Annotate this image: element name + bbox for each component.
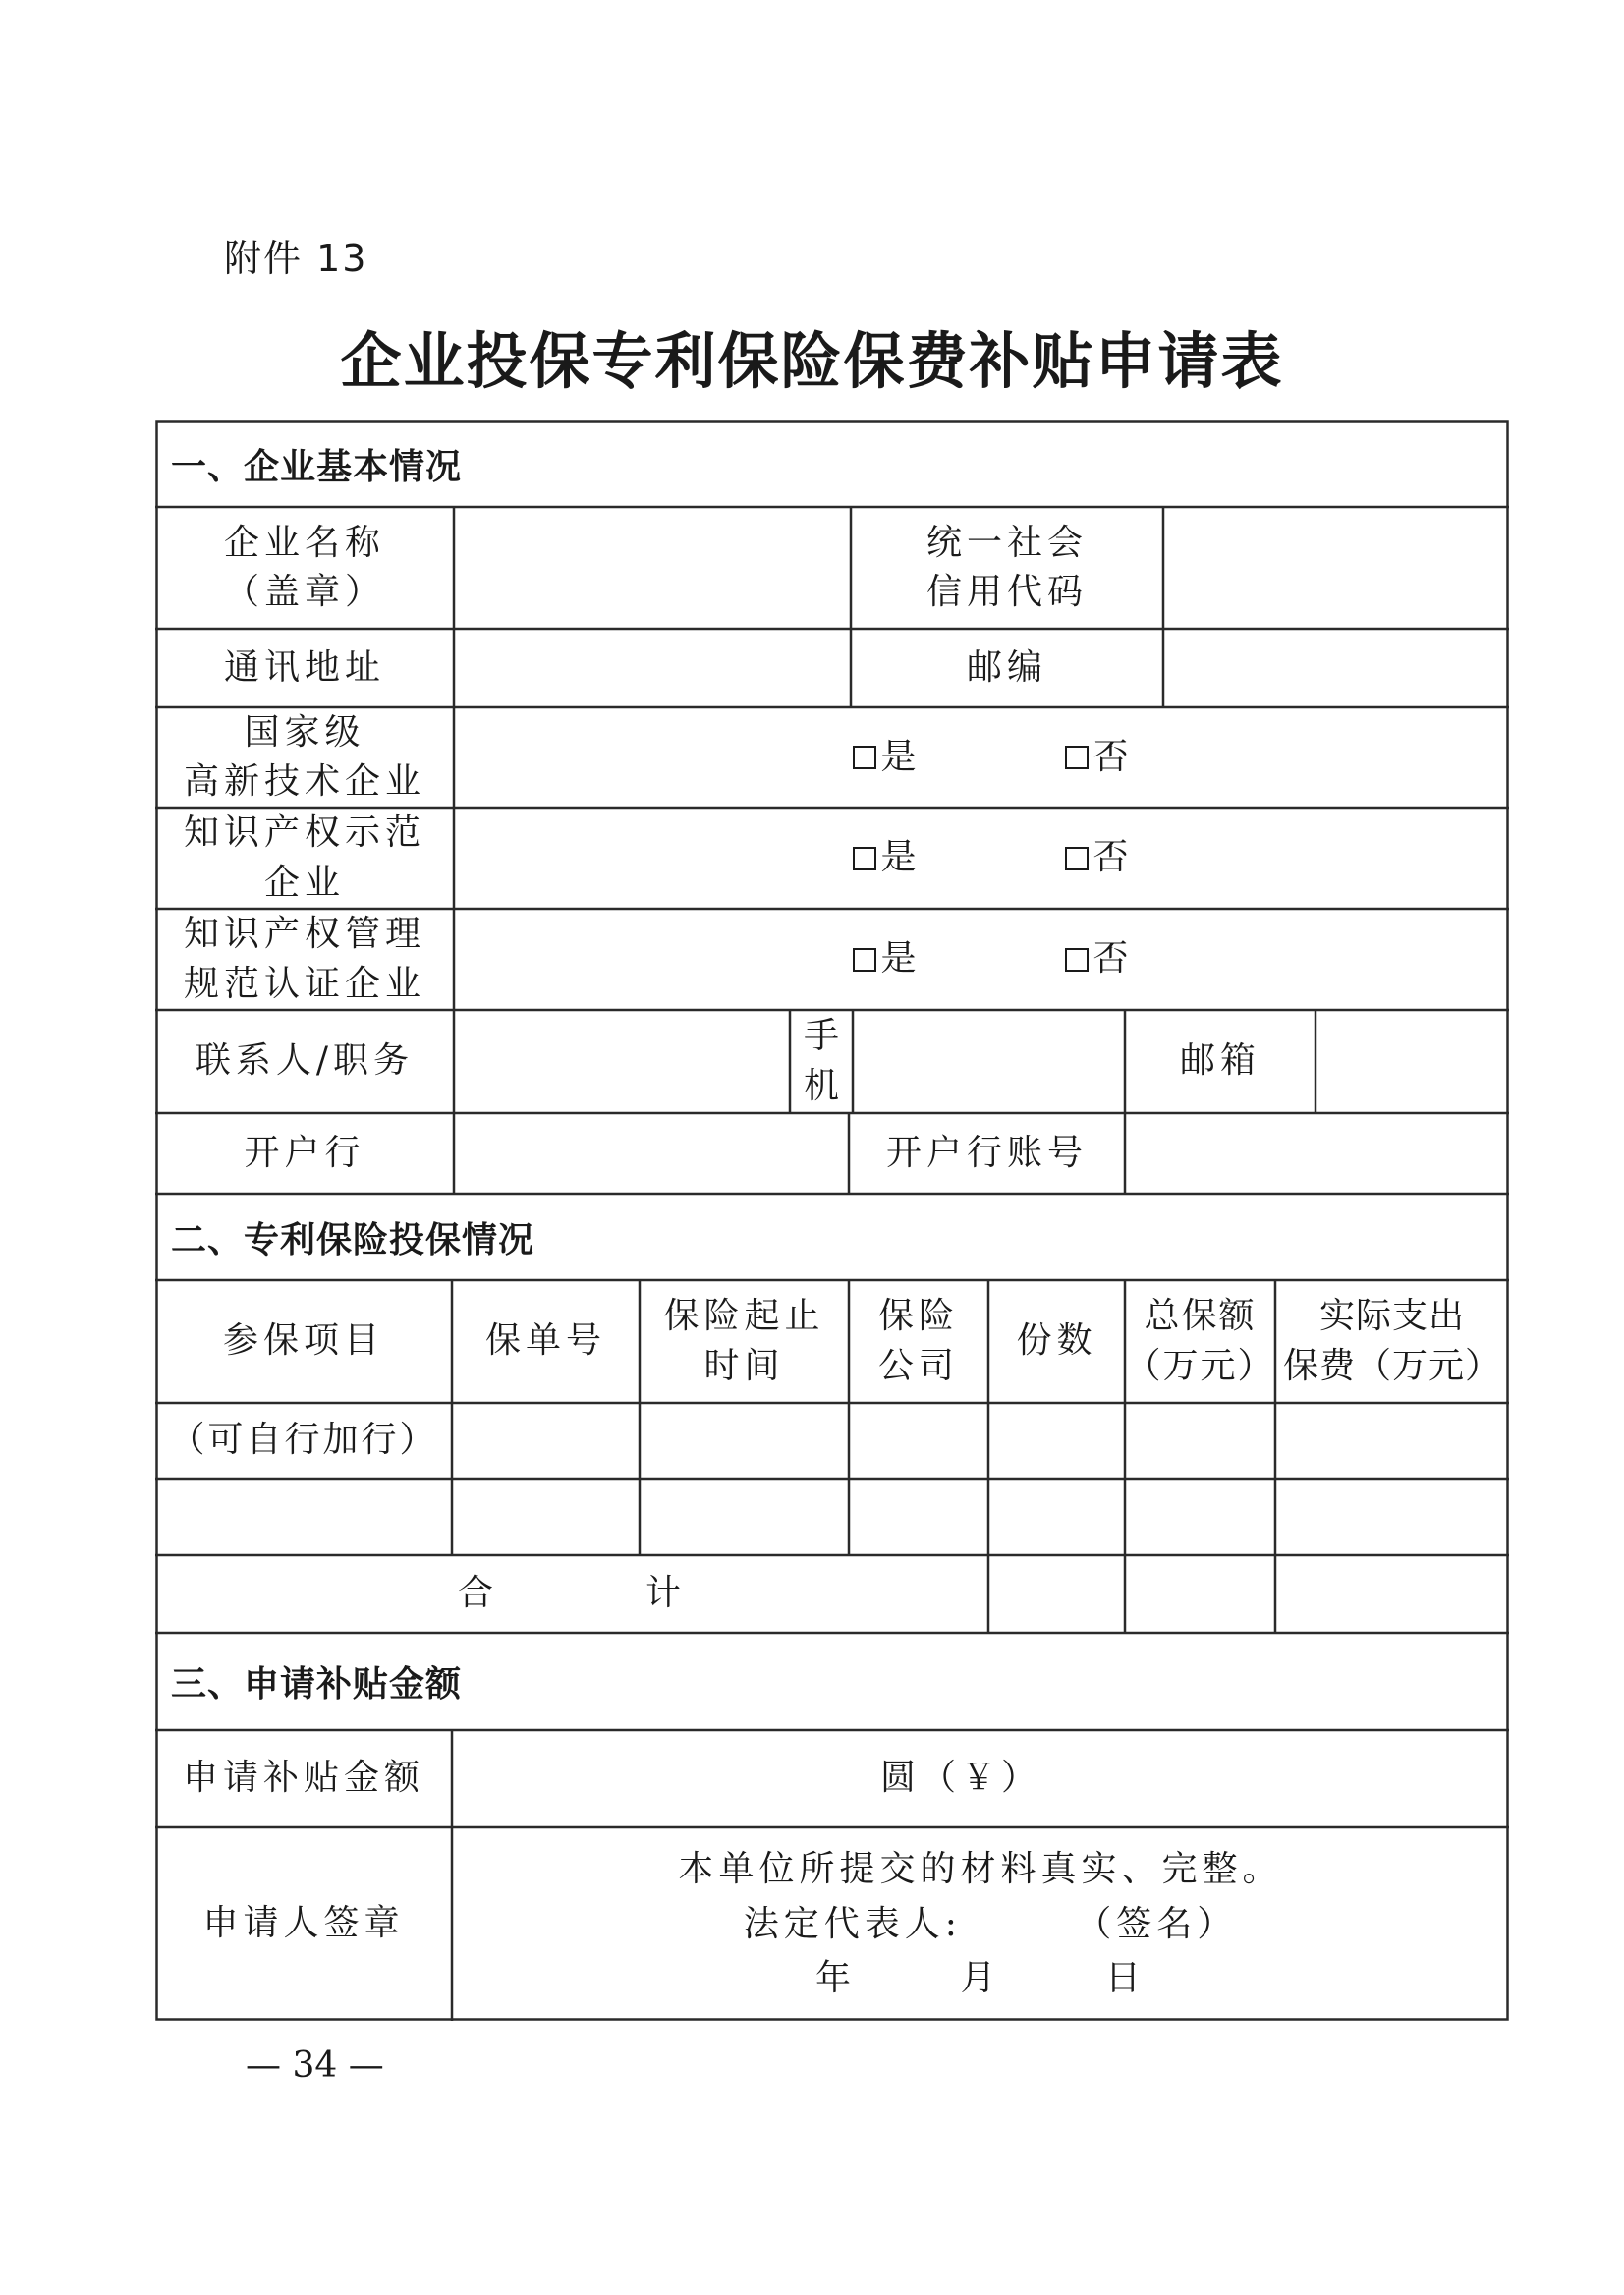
section-3-heading: 三、申请补贴金额 <box>171 1664 463 1705</box>
ip-demo-label-line1: 知识产权示范 <box>183 812 425 854</box>
hightech-label-line1: 国家级 <box>244 711 365 753</box>
ip-demo-yes-option[interactable] <box>833 808 941 909</box>
yes-label: 是 <box>880 938 922 980</box>
checkbox-icon[interactable] <box>1065 746 1089 769</box>
no-label: 否 <box>1092 938 1134 980</box>
col-project-header: 参保项目 <box>222 1320 384 1362</box>
date-line <box>815 1951 1146 2006</box>
mobile-label-line1: 手 <box>803 1016 839 1057</box>
section-1-heading: 一、企业基本情况 <box>171 446 463 487</box>
contact-field[interactable] <box>454 1010 790 1113</box>
form-title: 企业投保专利保险保费补贴申请表 <box>340 325 1284 397</box>
company-name-field[interactable] <box>454 507 851 629</box>
application-form-table <box>155 420 1509 2021</box>
checkbox-icon[interactable] <box>853 948 876 972</box>
bank-account-field[interactable] <box>1125 1113 1509 1194</box>
hightech-yes-option[interactable] <box>833 707 941 808</box>
col-total-line1: 总保额 <box>1144 1296 1257 1337</box>
yes-label: 是 <box>880 736 922 777</box>
col-actual-header <box>1275 1280 1509 1403</box>
ip-mgmt-no-option[interactable] <box>1045 909 1153 1010</box>
checkbox-icon[interactable] <box>853 847 876 870</box>
email-label: 邮箱 <box>1179 1040 1260 1082</box>
sign-label: （签名） <box>1076 1903 1238 1944</box>
add-row-note: （可自行加行） <box>169 1420 438 1461</box>
month-label: 月 <box>960 1958 1001 1999</box>
amount-unit: 圆（￥） <box>879 1758 1041 1799</box>
declaration-text: 本单位所提交的材料真实、完整。 <box>678 1848 1283 1889</box>
ip-demo-label-line2: 企业 <box>263 862 345 903</box>
col-company-line1: 保险 <box>877 1296 959 1337</box>
col-period-line1: 保险起止 <box>663 1296 825 1337</box>
checkbox-icon[interactable] <box>1065 847 1089 870</box>
day-label: 日 <box>1104 1958 1146 1999</box>
bank-account-label: 开户行账号 <box>885 1132 1088 1173</box>
company-name-label-line1: 企业名称 <box>223 522 385 563</box>
no-label: 否 <box>1092 837 1134 878</box>
signature-label: 申请人签章 <box>202 1903 405 1944</box>
mobile-field[interactable] <box>853 1010 1125 1113</box>
sum-label <box>155 1555 988 1633</box>
company-name-label-line2: （盖章） <box>223 572 385 612</box>
hightech-label-line2: 高新技术企业 <box>183 761 425 802</box>
sum-label-part2: 计 <box>645 1573 687 1614</box>
checkbox-icon[interactable] <box>1065 948 1089 972</box>
email-field[interactable] <box>1316 1010 1509 1113</box>
address-label: 通讯地址 <box>223 646 385 688</box>
legal-rep-label: 法定代表人: <box>743 1903 962 1944</box>
signature-area[interactable] <box>452 1827 1509 2021</box>
col-period-line2: 时间 <box>703 1345 785 1386</box>
yes-label: 是 <box>880 837 922 878</box>
ip-mgmt-label <box>155 909 454 1010</box>
col-copies-header: 份数 <box>1016 1320 1097 1362</box>
no-label: 否 <box>1092 736 1134 777</box>
mobile-label <box>790 1010 853 1113</box>
col-total-line2: （万元） <box>1125 1345 1275 1386</box>
address-field[interactable] <box>454 629 851 707</box>
credit-code-label <box>851 507 1163 629</box>
company-name-label <box>155 507 454 629</box>
legal-rep-line <box>744 1897 1238 1952</box>
attachment-label: 附件 13 <box>224 237 368 280</box>
col-company-header <box>849 1280 988 1403</box>
contact-label: 联系人/职务 <box>195 1040 415 1082</box>
sum-label-part1: 合 <box>457 1573 498 1614</box>
col-actual-line2: 保费（万元） <box>1282 1345 1501 1386</box>
col-total-header <box>1125 1280 1275 1403</box>
ip-mgmt-label-line2: 规范认证企业 <box>183 963 425 1004</box>
col-policy-header: 保单号 <box>484 1320 606 1362</box>
credit-code-label-line2: 信用代码 <box>925 572 1088 612</box>
hightech-no-option[interactable] <box>1045 707 1153 808</box>
postcode-label: 邮编 <box>966 646 1047 688</box>
col-company-line2: 公司 <box>877 1345 959 1386</box>
amount-field[interactable] <box>452 1730 1509 1827</box>
mobile-label-line2: 机 <box>803 1065 839 1106</box>
year-label: 年 <box>815 1958 857 1999</box>
ip-demo-no-option[interactable] <box>1045 808 1153 909</box>
ip-mgmt-yes-option[interactable] <box>833 909 941 1010</box>
bank-label: 开户行 <box>244 1132 365 1173</box>
col-period-header <box>640 1280 849 1403</box>
ip-mgmt-label-line1: 知识产权管理 <box>183 914 425 955</box>
checkbox-icon[interactable] <box>853 746 876 769</box>
ip-demo-label <box>155 808 454 909</box>
bank-field[interactable] <box>454 1113 849 1194</box>
section-2-heading: 二、专利保险投保情况 <box>171 1219 535 1260</box>
col-actual-line1: 实际支出 <box>1318 1296 1465 1337</box>
hightech-label <box>155 707 454 808</box>
credit-code-field[interactable] <box>1163 507 1509 629</box>
amount-label: 申请补贴金额 <box>182 1758 424 1799</box>
postcode-field[interactable] <box>1163 629 1509 707</box>
page-number: — 34 — <box>246 2045 384 2086</box>
credit-code-label-line1: 统一社会 <box>925 522 1088 563</box>
